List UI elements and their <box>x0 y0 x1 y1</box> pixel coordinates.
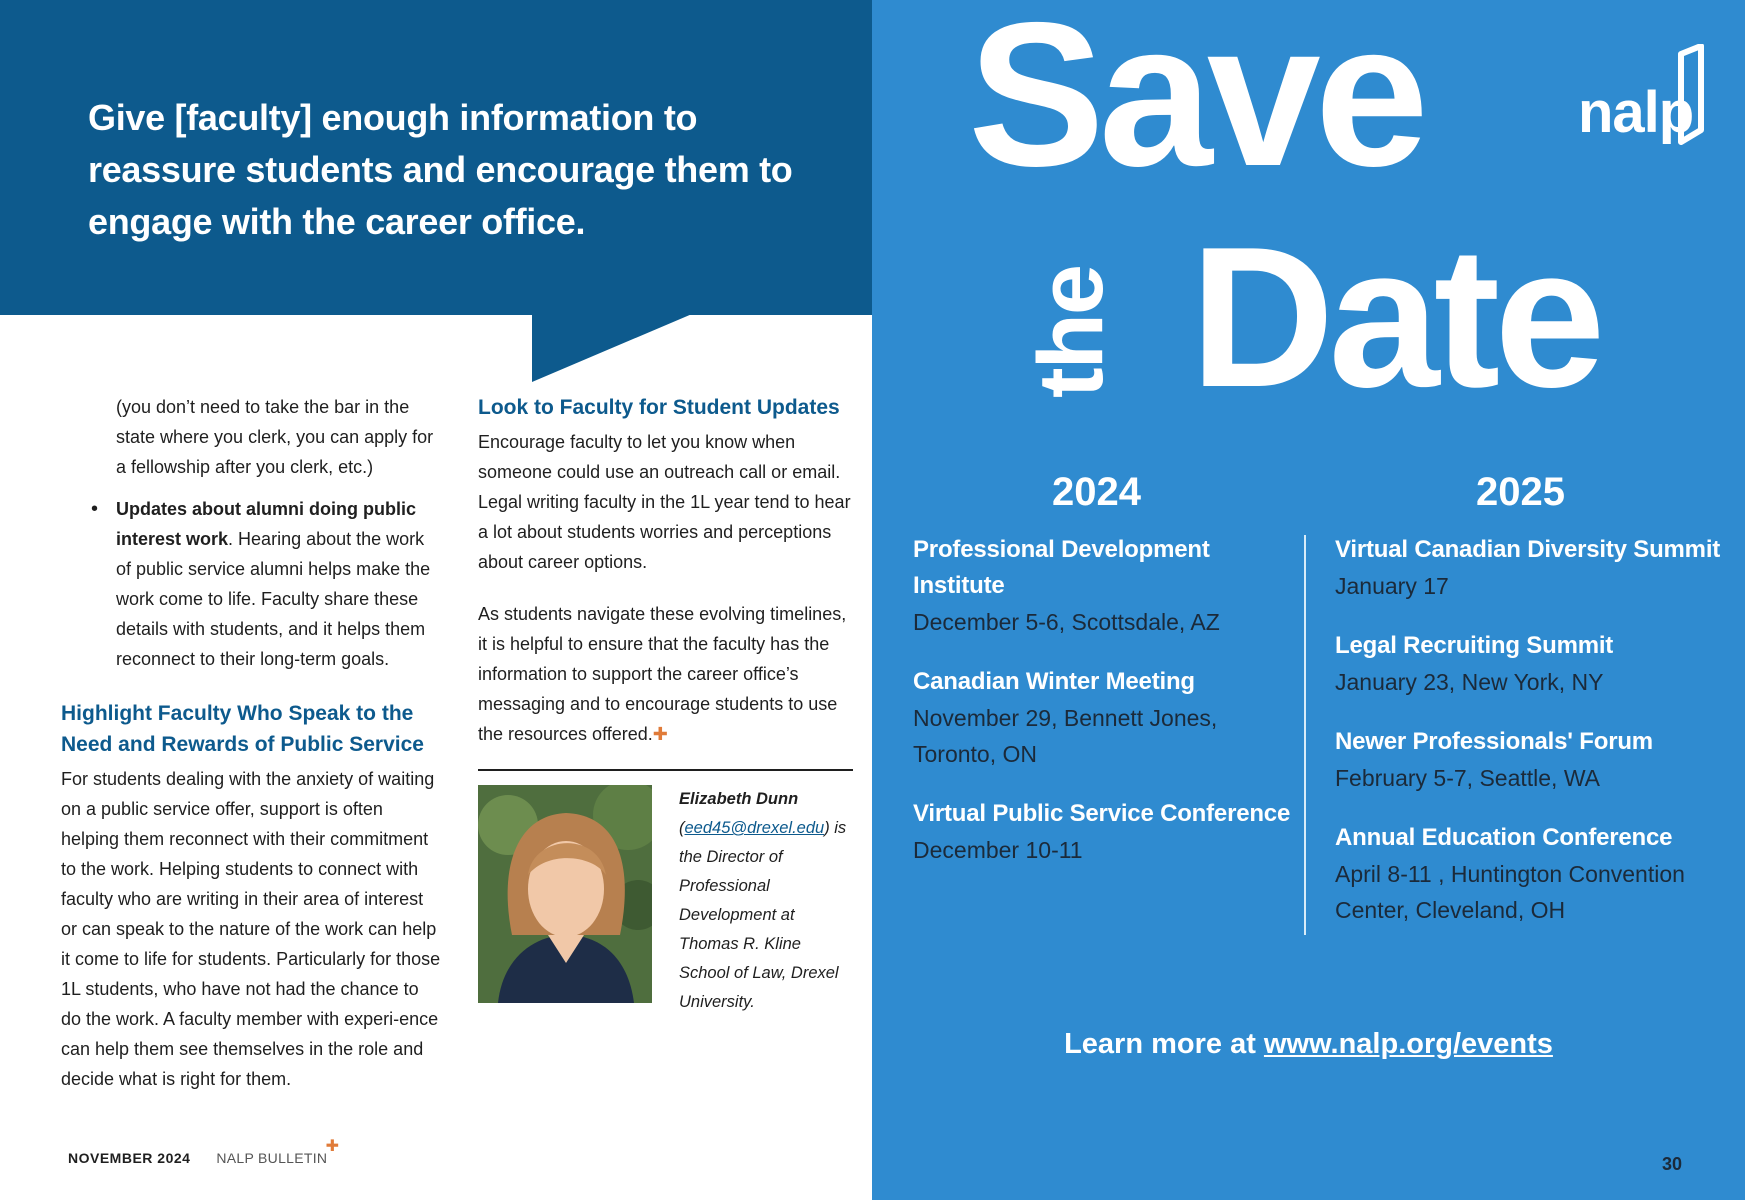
event-item <box>913 796 1293 868</box>
logo-text: nalp <box>1578 80 1694 145</box>
headline-date: Date <box>1190 206 1600 429</box>
bullet-icon: • <box>91 498 99 520</box>
event-name: Professional Development Institute <box>913 536 1210 599</box>
pull-quote: Give [faculty] enough information to reassure students and encourage them to engage with the career office. <box>88 97 793 242</box>
bullet-bold-lead: Updates about alumni doing public interest work <box>116 499 416 549</box>
footer-issue-date: NOVEMBER 2024 <box>68 1150 191 1166</box>
author-bio-text: ) is the Director of Professional Development at Thomas R. Kline School of Law, Drexel University. <box>679 819 847 1011</box>
plus-icon: ✚ <box>325 1138 340 1155</box>
event-name: Virtual Public Service Conference <box>913 800 1291 827</box>
event-detail: December 10-11 <box>913 837 1083 863</box>
event-detail: April 8-11 , Huntington Convention <box>1335 861 1685 887</box>
end-plus-icon: ✚ <box>652 724 668 744</box>
event-detail: February 5-7, Seattle, WA <box>1335 765 1601 791</box>
save-the-date-ad <box>872 0 1745 1200</box>
author-box <box>478 785 853 1017</box>
section-paragraph-1: Encourage faculty to let you know when someone could use an outreach call or email. Legal writing faculty in the 1L year tend to hear a lot about students worries and perceptions about career options. <box>478 432 851 572</box>
event-detail: January 23, New York, NY <box>1335 669 1604 695</box>
author-bio <box>679 785 849 1017</box>
page-number: 30 <box>1662 1154 1683 1174</box>
author-divider <box>478 769 853 771</box>
event-name: Canadian Winter Meeting <box>913 668 1195 695</box>
nalp-logo <box>1578 44 1711 145</box>
section-heading-highlight-faculty: Highlight Faculty Who Speak to the Need and Rewards of Public Service <box>61 702 424 756</box>
author-email-link[interactable]: eed45@drexel.edu <box>684 819 825 837</box>
event-detail: Center, Cleveland, OH <box>1335 897 1566 923</box>
logo-mark-icon <box>1671 44 1711 148</box>
article-column-2 <box>478 392 853 1017</box>
footer-publication <box>216 1138 340 1166</box>
article-column-1 <box>61 392 441 1094</box>
author-portrait-image <box>478 785 652 1003</box>
author-photo <box>478 785 652 1003</box>
events-2024-list <box>913 532 1293 892</box>
event-item <box>1335 628 1735 700</box>
learn-more-prefix: Learn more at <box>1064 1028 1264 1060</box>
learn-more-line <box>872 1024 1745 1064</box>
author-bio-paren: ( <box>679 819 685 837</box>
headline-save: Save <box>968 0 1423 209</box>
column-divider <box>1304 535 1306 935</box>
event-name: Virtual Canadian Diversity Summit <box>1335 536 1721 563</box>
section-paragraph-2 <box>478 599 853 749</box>
continued-text: (you don’t need to take the bar in the state where you clerk, you can apply for a fellowship after you clerk, etc.) <box>116 397 434 477</box>
event-detail: Toronto, ON <box>913 741 1037 767</box>
bullet-item <box>61 494 441 674</box>
author-name: Elizabeth Dunn <box>679 790 799 808</box>
event-detail: December 5-6, Scottsdale, AZ <box>913 609 1220 635</box>
event-name: Annual Education Conference <box>1335 824 1673 851</box>
left-page <box>0 0 872 1200</box>
events-2025-list <box>1335 532 1735 952</box>
bullet-body: . Hearing about the work of public service alumni helps make the work come to life. Faculty share these details with students, and it helps them reconnect to their long-term goals. <box>116 529 431 669</box>
event-item <box>913 532 1293 640</box>
paragraph-2-text: As students navigate these evolving timelines, it is helpful to ensure that the faculty has the information to support the career office’s messaging and to encourage students to use the resources offered. <box>478 604 847 744</box>
event-name: Newer Professionals' Forum <box>1335 728 1653 755</box>
event-item <box>1335 532 1735 604</box>
event-detail: January 17 <box>1335 573 1449 599</box>
pull-quote-tail <box>532 314 692 382</box>
page-footer <box>68 1138 340 1166</box>
bullet-text <box>116 494 441 674</box>
event-detail: November 29, Bennett Jones, <box>913 705 1218 731</box>
events-link[interactable]: www.nalp.org/events <box>1263 1028 1553 1060</box>
year-2024: 2024 <box>1052 470 1141 514</box>
section-heading-faculty-updates: Look to Faculty for Student Updates <box>478 396 840 419</box>
event-name: Legal Recruiting Summit <box>1335 632 1614 659</box>
pull-quote-box <box>0 0 872 315</box>
year-2025: 2025 <box>1476 470 1565 514</box>
section-paragraph: For students dealing with the anxiety of waiting on a public service offer, support is often helping them reconnect with their commitment to the work. Helping students to connect with faculty who are writing in their area of interest or can speak to the nature of the work can help it come to life for students. Particularly for those 1L students, who have not had the chance to do the work. A faculty member with experi-ence can help them see themselves in the role and decide what is right for them. <box>61 769 441 1089</box>
event-item <box>1335 724 1735 796</box>
footer-publication-name: NALP BULLETIN <box>216 1150 328 1166</box>
event-item <box>1335 820 1735 928</box>
headline-the: the <box>1020 266 1122 398</box>
event-item <box>913 664 1293 772</box>
